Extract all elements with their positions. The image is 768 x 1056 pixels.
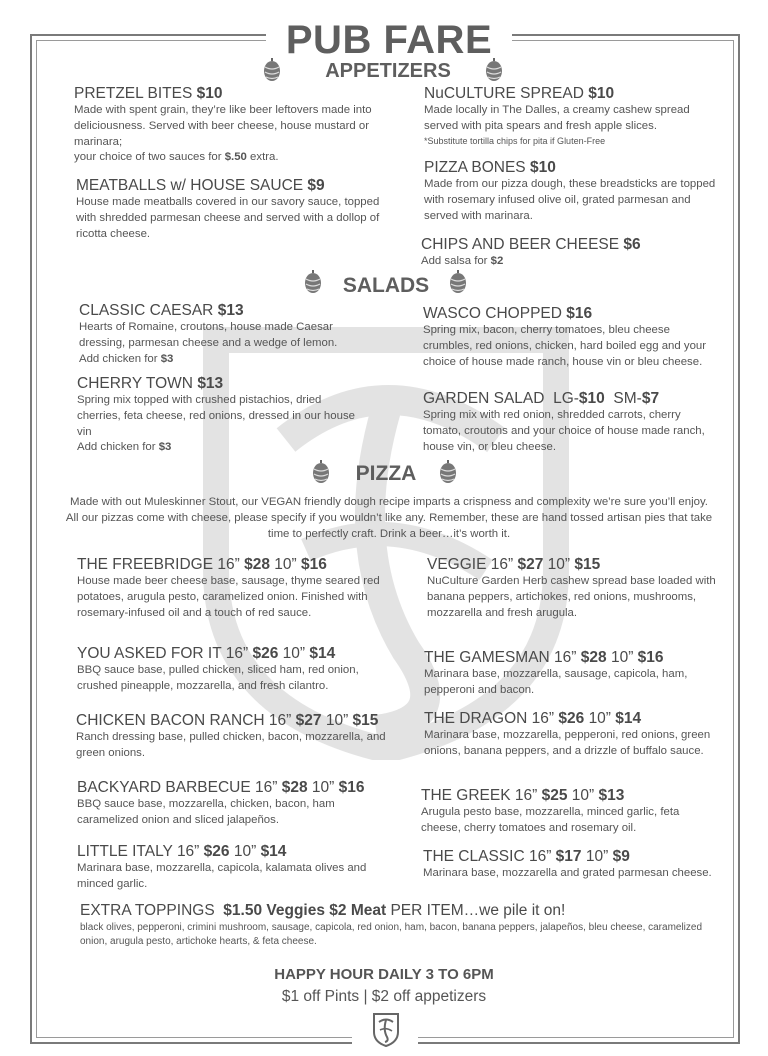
item-price: $10 <box>529 159 556 176</box>
happy-hour <box>0 964 768 1008</box>
size-large-label: 16” <box>255 779 278 796</box>
item-name: NuCULTURE SPREAD <box>424 85 584 102</box>
size-large-label: 16” <box>554 649 577 666</box>
menu-item-garden-salad <box>423 389 719 455</box>
hop-icon <box>448 270 468 294</box>
item-description: Made locally in The Dalles, a creamy cashew spread served with pita spears and fresh apple slices. <box>424 104 690 132</box>
item-description: Marinara base, mozzarella, sausage, capicola, ham, pepperoni and bacon. <box>424 668 688 696</box>
item-description: House made meatballs covered in our savory sauce, topped with shredded parmesan cheese and served with a dollop of ricotta cheese. <box>76 196 380 240</box>
price-large: $27 <box>517 556 544 573</box>
addon-suffix: extra. <box>250 151 279 164</box>
hop-icon <box>484 58 504 82</box>
price-large: $28 <box>580 649 607 666</box>
menu-item-veggie <box>427 555 717 621</box>
size-small-label: 10” <box>585 848 609 865</box>
menu-item-chips-beer-cheese <box>421 235 721 270</box>
item-description: Made from our pizza dough, these breadsticks are topped with rosemary infused olive oil, grated parmesan and served with marinara. <box>424 178 716 222</box>
size-small-label: 10” <box>571 787 595 804</box>
item-description: NuCulture Garden Herb cashew spread base loaded with banana peppers, artichokes, red onions, mushrooms, mozzarella and fresh arugula. <box>427 575 716 619</box>
extra-toppings-list: black olives, pepperoni, crimini mushroom, sausage, capicola, red onion, ham, bacon, banana peppers, jalapeños, bleu cheese, caramelized onion, arugula pesto, artichoke hearts, & feta cheese. <box>80 922 703 947</box>
item-note: *Substitute tortilla chips for pita if Gluten-Free <box>424 135 606 146</box>
price-large: $28 <box>281 779 308 796</box>
price-small: $7 <box>641 390 660 407</box>
size-small-label: 10” <box>274 556 297 573</box>
menu-item-cherry-town <box>77 374 367 456</box>
item-price: $13 <box>217 302 244 319</box>
item-name: CHERRY TOWN <box>77 375 193 392</box>
addon-text: Add salsa for <box>421 255 488 267</box>
brewery-shield-logo-icon <box>372 1012 400 1048</box>
item-description: Spring mix with red onion, shredded carrots, cherry tomato, croutons and your choice of house made ranch, house vin, or bleu cheese. <box>423 409 705 453</box>
price-large: $26 <box>252 645 279 662</box>
menu-item-wasco-chopped <box>423 304 719 370</box>
extra-toppings-suffix: PER ITEM…we pile it on! <box>390 902 566 919</box>
item-name: THE DRAGON <box>424 710 528 727</box>
item-price: $9 <box>307 177 325 194</box>
happy-hour-deal: $1 off Pints | $2 off appetizers <box>281 988 487 1005</box>
price-small: $15 <box>352 712 379 729</box>
menu-item-pretzel-bites <box>74 84 400 166</box>
size-large-label: 16” <box>514 787 538 804</box>
menu-item-pizza-bones <box>424 158 724 224</box>
item-name: CHIPS AND BEER CHEESE <box>421 236 620 253</box>
item-description: Made with spent grain, they’re like beer leftovers made into deliciousness. Served with beer cheese, house mustard or marinara; <box>74 104 372 148</box>
page-title: PUB FARE <box>285 18 493 62</box>
size-large-label: 16” <box>217 556 240 573</box>
item-description: Hearts of Romaine, croutons, house made Caesar dressing, parmesan cheese and a wedge of lemon. <box>79 321 338 349</box>
item-description: Spring mix, bacon, cherry tomatoes, bleu cheese crumbles, red onions, chicken, hard boiled egg and your choice of house made ranch, house vin or bleu cheese. <box>423 324 707 368</box>
item-description: BBQ sauce base, pulled chicken, sliced ham, red onion, crushed pineapple, mozzarella, and fresh cilantro. <box>77 664 359 692</box>
extra-toppings-pricing: $1.50 Veggies $2 Meat <box>223 902 387 919</box>
hop-icon <box>311 460 331 484</box>
size-large-label: 16” <box>176 843 200 860</box>
extra-toppings-label: EXTRA TOPPINGS <box>80 902 215 919</box>
item-name: WASCO CHOPPED <box>423 305 562 322</box>
item-description: Ranch dressing base, pulled chicken, bacon, mozzarella, and green onions. <box>76 731 386 759</box>
pizza-intro: Made with out Muleskinner Stout, our VEGAN friendly dough recipe imparts a crispness and complexity we’re sure you’ll enjoy. All our pizzas come with cheese, please specify if you wouldn’t like any. Remember, these are hand tossed artisan pies that take time to perfectly craft. Drink a beer…it’s worth it. <box>65 496 713 540</box>
menu-item-meatballs <box>76 176 386 242</box>
menu-item-classic-pizza <box>423 847 713 882</box>
item-name: THE GREEK <box>421 787 511 804</box>
menu-item-gamesman <box>424 648 720 699</box>
addon-price: $3 <box>158 441 172 454</box>
addon-price: $3 <box>160 352 174 365</box>
size-small-label: 10” <box>233 843 257 860</box>
menu-item-you-asked-for-it <box>77 644 387 695</box>
price-small: $14 <box>260 843 287 860</box>
price-large: $25 <box>541 787 568 804</box>
item-description: BBQ sauce base, mozzarella, chicken, bacon, ham caramelized onion and sliced jalapeños. <box>77 798 335 826</box>
hop-icon <box>262 58 282 82</box>
item-description: Marinara base, mozzarella and grated parmesan cheese. <box>423 867 712 879</box>
item-name: THE FREEBRIDGE <box>77 556 214 573</box>
addon-price: $2 <box>490 255 504 267</box>
price-large: $28 <box>244 556 270 573</box>
item-name: VEGGIE <box>427 556 487 573</box>
price-small: $16 <box>338 779 365 796</box>
size-large-label: 16” <box>490 556 514 573</box>
menu-item-backyard-barbecue <box>77 778 377 829</box>
item-name: YOU ASKED FOR IT <box>77 645 222 662</box>
size-small-label: 10” <box>311 779 335 796</box>
size-large-label: 16” <box>531 710 555 727</box>
size-large-label: 16” <box>225 645 249 662</box>
item-name: CHICKEN BACON RANCH <box>76 712 265 729</box>
size-small-label: 10” <box>325 712 349 729</box>
size-small-label: 10” <box>282 645 306 662</box>
happy-hour-title: HAPPY HOUR DAILY 3 TO 6PM <box>274 966 494 983</box>
menu-item-nuculture-spread <box>424 84 724 147</box>
pizza-heading: PIZZA <box>355 462 417 485</box>
menu-item-chicken-bacon-ranch <box>76 711 396 762</box>
price-large: $17 <box>555 848 582 865</box>
price-small: $16 <box>637 649 664 666</box>
item-name: PIZZA BONES <box>424 159 526 176</box>
item-description: Marinara base, mozzarella, pepperoni, red onions, green onions, banana peppers, and a drizzle of buffalo sauce. <box>424 729 711 757</box>
menu-item-little-italy <box>77 842 387 893</box>
addon-price: $.50 <box>224 151 247 164</box>
price-small: $9 <box>612 848 630 865</box>
item-price: $10 <box>196 85 223 102</box>
size-large-label: 16” <box>528 848 552 865</box>
addon-text: your choice of two sauces for <box>74 151 222 164</box>
item-description: Arugula pesto base, mozzarella, minced garlic, feta cheese, cherry tomatoes and rosemary oil. <box>421 806 680 834</box>
size-small-label: 10” <box>610 649 634 666</box>
item-name: THE CLASSIC <box>423 848 525 865</box>
size-large-label: LG- <box>553 390 579 407</box>
price-large: $10 <box>578 390 605 407</box>
appetizers-heading: APPETIZERS <box>325 60 451 82</box>
item-name: PRETZEL BITES <box>74 85 193 102</box>
addon-text: Add chicken for <box>77 441 156 454</box>
hop-icon <box>438 460 458 484</box>
item-price: $16 <box>566 305 593 322</box>
price-large: $26 <box>558 710 585 727</box>
price-small: $16 <box>301 556 327 573</box>
item-name: MEATBALLS w/ HOUSE SAUCE <box>76 177 304 194</box>
item-name: BACKYARD BARBECUE <box>77 779 251 796</box>
item-description: Spring mix topped with crushed pistachios, dried cherries, feta cheese, red onions, dressed in our house vin <box>77 394 355 438</box>
item-name: LITTLE ITALY <box>77 843 173 860</box>
hop-icon <box>303 270 323 294</box>
price-large: $26 <box>203 843 230 860</box>
item-description: House made beer cheese base, sausage, thyme seared red potatoes, arugula pesto, caramelized onion. Finished with rosemary-infused oil and a touch of red sauce. <box>77 575 380 619</box>
price-small: $14 <box>615 710 642 727</box>
addon-text: Add chicken for <box>79 352 158 365</box>
price-small: $15 <box>574 556 601 573</box>
salads-heading: SALADS <box>342 274 430 297</box>
item-price: $13 <box>197 375 224 392</box>
price-small: $14 <box>309 645 336 662</box>
item-name: GARDEN SALAD <box>423 390 545 407</box>
item-name: THE GAMESMAN <box>424 649 550 666</box>
size-large-label: 16” <box>268 712 292 729</box>
menu-item-greek <box>421 786 717 837</box>
price-large: $27 <box>295 712 322 729</box>
size-small-label: 10” <box>547 556 571 573</box>
size-small-label: SM- <box>613 390 642 407</box>
item-description: Marinara base, mozzarella, capicola, kalamata olives and minced garlic. <box>77 862 367 890</box>
item-price: $10 <box>588 85 615 102</box>
extra-toppings <box>80 902 720 949</box>
item-name: CLASSIC CAESAR <box>79 302 214 319</box>
menu-item-classic-caesar <box>79 301 379 367</box>
size-small-label: 10” <box>588 710 611 727</box>
menu-item-freebridge <box>77 555 387 621</box>
menu-item-dragon <box>424 709 720 760</box>
price-small: $13 <box>598 787 625 804</box>
item-price: $6 <box>623 236 641 253</box>
